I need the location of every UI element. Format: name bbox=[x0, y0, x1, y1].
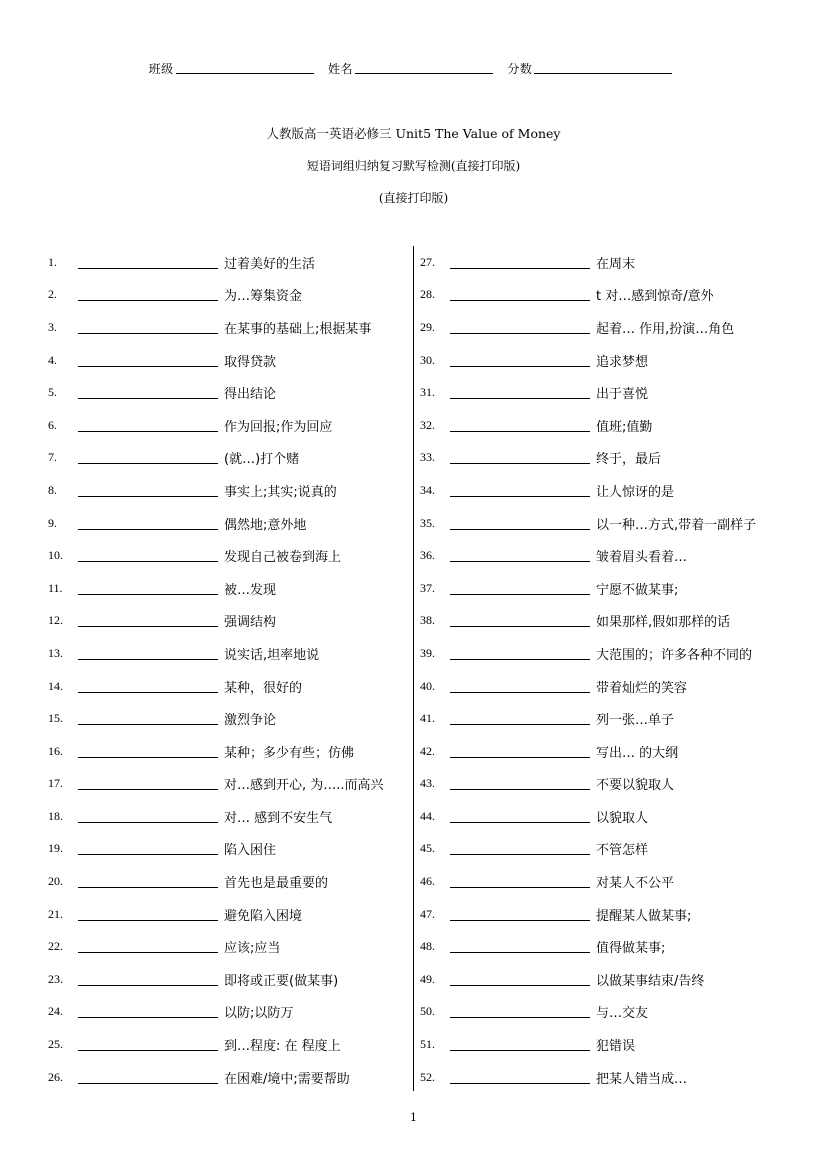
item-meaning: 首先也是最重要的 bbox=[224, 876, 329, 892]
answer-blank[interactable] bbox=[450, 517, 590, 530]
item-number: 47. bbox=[420, 906, 435, 921]
item-meaning: 提醒某人做某事; bbox=[596, 908, 692, 924]
answer-blank[interactable] bbox=[450, 875, 590, 888]
student-info-header bbox=[0, 60, 827, 77]
answer-blank[interactable] bbox=[78, 842, 218, 855]
exercise-item bbox=[420, 409, 800, 442]
answer-blank[interactable] bbox=[78, 288, 218, 301]
item-meaning: 追求梦想 bbox=[596, 354, 649, 370]
exercise-item bbox=[48, 572, 428, 605]
exercise-item bbox=[420, 735, 800, 768]
item-meaning: 在困难/境中;需要帮助 bbox=[224, 1071, 350, 1087]
item-meaning: 过着美好的生活 bbox=[224, 256, 316, 272]
item-number: 27. bbox=[420, 254, 435, 269]
score-label: 分数 bbox=[507, 62, 533, 76]
item-meaning: 偶然地;意外地 bbox=[224, 517, 307, 533]
exercise-item bbox=[420, 507, 800, 540]
item-meaning: 如果那样,假如那样的话 bbox=[596, 615, 731, 631]
exercise-item bbox=[48, 833, 428, 866]
item-number: 52. bbox=[420, 1069, 435, 1084]
exercise-item bbox=[420, 1061, 800, 1094]
answer-blank[interactable] bbox=[78, 1071, 218, 1084]
answer-blank[interactable] bbox=[78, 810, 218, 823]
answer-blank[interactable] bbox=[78, 680, 218, 693]
item-meaning: 与…交友 bbox=[596, 1006, 649, 1022]
item-meaning: 以防;以防万 bbox=[224, 1006, 294, 1022]
answer-blank[interactable] bbox=[78, 386, 218, 399]
answer-blank[interactable] bbox=[78, 745, 218, 758]
item-number: 16. bbox=[48, 743, 63, 758]
item-number: 32. bbox=[420, 417, 435, 432]
item-number: 31. bbox=[420, 385, 435, 400]
answer-blank[interactable] bbox=[78, 712, 218, 725]
name-label: 姓名 bbox=[327, 62, 353, 76]
item-number: 33. bbox=[420, 450, 435, 465]
exercise-item bbox=[48, 768, 428, 801]
item-number: 20. bbox=[48, 874, 63, 889]
item-meaning: 出于喜悦 bbox=[596, 387, 649, 403]
answer-blank[interactable] bbox=[450, 484, 590, 497]
item-number: 28. bbox=[420, 287, 435, 302]
answer-blank[interactable] bbox=[450, 549, 590, 562]
right-column bbox=[420, 246, 800, 1093]
item-number: 5. bbox=[48, 385, 57, 400]
exercise-item bbox=[48, 507, 428, 540]
item-number: 41. bbox=[420, 711, 435, 726]
exercise-item bbox=[420, 930, 800, 963]
exercise-item bbox=[48, 442, 428, 475]
exercise-item bbox=[48, 376, 428, 409]
item-number: 2. bbox=[48, 287, 57, 302]
item-number: 49. bbox=[420, 971, 435, 986]
item-meaning: 被…发现 bbox=[224, 582, 277, 598]
item-number: 36. bbox=[420, 548, 435, 563]
answer-blank[interactable] bbox=[450, 1071, 590, 1084]
exercise-item bbox=[48, 637, 428, 670]
exercise-item bbox=[48, 963, 428, 996]
exercise-item bbox=[420, 865, 800, 898]
answer-blank[interactable] bbox=[78, 517, 218, 530]
exercise-item bbox=[48, 930, 428, 963]
item-meaning: 陷入困住 bbox=[224, 843, 277, 859]
answer-blank[interactable] bbox=[78, 940, 218, 953]
document-subtitle: 短语词组归纳复习默写检测(直接打印版) bbox=[306, 159, 521, 173]
exercise-item bbox=[420, 442, 800, 475]
exercise-item bbox=[420, 344, 800, 377]
answer-blank[interactable] bbox=[78, 973, 218, 986]
item-number: 10. bbox=[48, 548, 63, 563]
item-meaning: 事实上;其实;说真的 bbox=[224, 484, 337, 500]
item-number: 7. bbox=[48, 450, 57, 465]
answer-blank[interactable] bbox=[450, 354, 590, 367]
item-number: 14. bbox=[48, 678, 63, 693]
item-number: 1. bbox=[48, 254, 57, 269]
item-meaning: 对某人不公平 bbox=[596, 876, 675, 892]
answer-blank[interactable] bbox=[450, 288, 590, 301]
answer-blank[interactable] bbox=[78, 582, 218, 595]
item-meaning: 到…程度: 在 程度上 bbox=[224, 1039, 341, 1055]
answer-blank[interactable] bbox=[78, 1005, 218, 1018]
item-meaning: 把某人错当成… bbox=[596, 1071, 688, 1087]
exercise-item bbox=[420, 637, 800, 670]
exercise-item bbox=[48, 246, 428, 279]
exercise-item bbox=[420, 702, 800, 735]
item-meaning: 带着灿烂的笑容 bbox=[596, 680, 688, 696]
item-meaning: 作为回报;作为回应 bbox=[224, 419, 333, 435]
answer-blank[interactable] bbox=[450, 680, 590, 693]
item-number: 18. bbox=[48, 808, 63, 823]
item-meaning: 宁愿不做某事; bbox=[596, 582, 679, 598]
item-meaning: 不要以貌取人 bbox=[596, 778, 675, 794]
item-number: 9. bbox=[48, 515, 57, 530]
answer-blank[interactable] bbox=[450, 386, 590, 399]
item-number: 3. bbox=[48, 319, 57, 334]
item-number: 38. bbox=[420, 613, 435, 628]
item-number: 25. bbox=[48, 1037, 63, 1052]
item-meaning: 让人惊讶的是 bbox=[596, 484, 675, 500]
exercise-item bbox=[420, 670, 800, 703]
exercise-item bbox=[420, 605, 800, 638]
answer-blank[interactable] bbox=[450, 321, 590, 334]
item-number: 37. bbox=[420, 580, 435, 595]
exercise-item bbox=[48, 898, 428, 931]
exercise-item bbox=[48, 311, 428, 344]
item-number: 43. bbox=[420, 776, 435, 791]
item-meaning: 为…筹集资金 bbox=[224, 289, 303, 305]
exercise-item bbox=[48, 996, 428, 1029]
document-subtitle-note: (直接打印版) bbox=[378, 191, 449, 205]
answer-blank[interactable] bbox=[78, 419, 218, 432]
item-number: 45. bbox=[420, 841, 435, 856]
item-number: 13. bbox=[48, 645, 63, 660]
item-meaning: 起着… 作用,扮演…角色 bbox=[596, 321, 735, 337]
exercise-item bbox=[48, 409, 428, 442]
exercise-item bbox=[420, 768, 800, 801]
item-number: 8. bbox=[48, 482, 57, 497]
answer-blank[interactable] bbox=[78, 777, 218, 790]
item-meaning: 对… 感到不安生气 bbox=[224, 810, 333, 826]
exercise-item bbox=[420, 996, 800, 1029]
item-meaning: 即将或正要(做某事) bbox=[224, 973, 339, 989]
item-meaning: 某种；多少有些；仿佛 bbox=[224, 745, 355, 761]
item-meaning: 发现自己被卷到海上 bbox=[224, 550, 342, 566]
exercise-item bbox=[48, 474, 428, 507]
answer-blank[interactable] bbox=[78, 484, 218, 497]
name-blank[interactable] bbox=[355, 62, 493, 74]
item-meaning: 写出… 的大纲 bbox=[596, 745, 679, 761]
exercise-item bbox=[48, 800, 428, 833]
answer-blank[interactable] bbox=[450, 940, 590, 953]
item-number: 48. bbox=[420, 939, 435, 954]
answer-blank[interactable] bbox=[450, 1005, 590, 1018]
item-number: 22. bbox=[48, 939, 63, 954]
answer-blank[interactable] bbox=[450, 777, 590, 790]
document-title: 人教版高一英语必修三 Unit5 The Value of Money bbox=[266, 126, 561, 141]
exercise-item bbox=[48, 1061, 428, 1094]
item-number: 23. bbox=[48, 971, 63, 986]
item-number: 4. bbox=[48, 352, 57, 367]
answer-blank[interactable] bbox=[78, 647, 218, 660]
answer-blank[interactable] bbox=[450, 419, 590, 432]
item-meaning: 避免陷入困境 bbox=[224, 908, 303, 924]
item-number: 35. bbox=[420, 515, 435, 530]
item-number: 6. bbox=[48, 417, 57, 432]
item-meaning: 激烈争论 bbox=[224, 713, 277, 729]
item-number: 21. bbox=[48, 906, 63, 921]
exercise-item bbox=[48, 605, 428, 638]
item-meaning: 值班;值勤 bbox=[596, 419, 653, 435]
answer-blank[interactable] bbox=[450, 451, 590, 464]
item-number: 51. bbox=[420, 1037, 435, 1052]
item-number: 34. bbox=[420, 482, 435, 497]
exercise-item bbox=[48, 279, 428, 312]
item-meaning: 皱着眉头看着… bbox=[596, 550, 688, 566]
answer-blank[interactable] bbox=[450, 973, 590, 986]
answer-blank[interactable] bbox=[450, 712, 590, 725]
item-number: 11. bbox=[48, 580, 63, 595]
answer-blank[interactable] bbox=[450, 810, 590, 823]
answer-blank[interactable] bbox=[450, 908, 590, 921]
item-meaning: 应该;应当 bbox=[224, 941, 281, 957]
item-number: 42. bbox=[420, 743, 435, 758]
item-number: 15. bbox=[48, 711, 63, 726]
answer-blank[interactable] bbox=[450, 842, 590, 855]
item-meaning: 得出结论 bbox=[224, 387, 277, 403]
item-number: 19. bbox=[48, 841, 63, 856]
item-meaning: 值得做某事; bbox=[596, 941, 666, 957]
item-number: 26. bbox=[48, 1069, 63, 1084]
item-meaning: 对…感到开心, 为…..而高兴 bbox=[224, 778, 384, 794]
answer-blank[interactable] bbox=[78, 549, 218, 562]
answer-blank[interactable] bbox=[78, 354, 218, 367]
answer-blank[interactable] bbox=[78, 451, 218, 464]
exercise-item bbox=[420, 311, 800, 344]
exercise-item bbox=[48, 670, 428, 703]
exercise-item bbox=[420, 898, 800, 931]
answer-blank[interactable] bbox=[450, 1038, 590, 1051]
exercise-item bbox=[420, 572, 800, 605]
item-meaning: 大范围的；许多各种不同的 bbox=[596, 647, 753, 663]
item-number: 50. bbox=[420, 1004, 435, 1019]
item-meaning: 以一种…方式,带着一副样子 bbox=[596, 517, 757, 533]
exercise-item bbox=[48, 1028, 428, 1061]
answer-blank[interactable] bbox=[78, 256, 218, 269]
answer-blank[interactable] bbox=[78, 1038, 218, 1051]
item-meaning: 说实话,坦率地说 bbox=[224, 647, 320, 663]
item-meaning: 犯错误 bbox=[596, 1039, 636, 1055]
answer-blank[interactable] bbox=[450, 614, 590, 627]
item-number: 12. bbox=[48, 613, 63, 628]
answer-blank[interactable] bbox=[78, 908, 218, 921]
item-number: 24. bbox=[48, 1004, 63, 1019]
answer-blank[interactable] bbox=[78, 875, 218, 888]
answer-blank[interactable] bbox=[450, 647, 590, 660]
exercise-item bbox=[420, 474, 800, 507]
class-label: 班级 bbox=[148, 62, 174, 76]
left-column bbox=[48, 246, 428, 1093]
page-number: 1 bbox=[410, 1111, 417, 1124]
item-meaning: 以貌取人 bbox=[596, 810, 649, 826]
item-meaning: 强调结构 bbox=[224, 615, 277, 631]
exercise-item bbox=[48, 344, 428, 377]
class-blank[interactable] bbox=[176, 62, 314, 74]
item-meaning: 取得贷款 bbox=[224, 354, 277, 370]
item-meaning: 终于，最后 bbox=[596, 452, 662, 468]
answer-blank[interactable] bbox=[450, 745, 590, 758]
exercise-item bbox=[420, 1028, 800, 1061]
exercise-item bbox=[48, 865, 428, 898]
exercise-item bbox=[420, 246, 800, 279]
item-number: 39. bbox=[420, 645, 435, 660]
item-meaning: 以做某事结束/告终 bbox=[596, 973, 705, 989]
exercise-item bbox=[420, 800, 800, 833]
item-number: 46. bbox=[420, 874, 435, 889]
exercise-item bbox=[48, 702, 428, 735]
exercise-item bbox=[420, 539, 800, 572]
item-number: 29. bbox=[420, 319, 435, 334]
exercise-item bbox=[420, 279, 800, 312]
item-meaning: 某种，很好的 bbox=[224, 680, 303, 696]
answer-blank[interactable] bbox=[450, 582, 590, 595]
item-meaning: (就…)打个赌 bbox=[224, 452, 300, 468]
answer-blank[interactable] bbox=[78, 321, 218, 334]
item-number: 40. bbox=[420, 678, 435, 693]
item-meaning: 不管怎样 bbox=[596, 843, 649, 859]
exercise-item bbox=[420, 833, 800, 866]
answer-blank[interactable] bbox=[78, 614, 218, 627]
item-meaning: 在某事的基础上;根据某事 bbox=[224, 321, 372, 337]
item-number: 30. bbox=[420, 352, 435, 367]
item-meaning: 列一张…单子 bbox=[596, 713, 675, 729]
exercise-item bbox=[48, 735, 428, 768]
item-meaning: t 对…感到惊奇/意外 bbox=[596, 289, 714, 305]
item-meaning: 在周末 bbox=[596, 256, 636, 272]
exercise-item bbox=[48, 539, 428, 572]
score-blank[interactable] bbox=[534, 62, 672, 74]
exercise-item bbox=[420, 376, 800, 409]
exercise-item bbox=[420, 963, 800, 996]
answer-blank[interactable] bbox=[450, 256, 590, 269]
item-number: 17. bbox=[48, 776, 63, 791]
item-number: 44. bbox=[420, 808, 435, 823]
